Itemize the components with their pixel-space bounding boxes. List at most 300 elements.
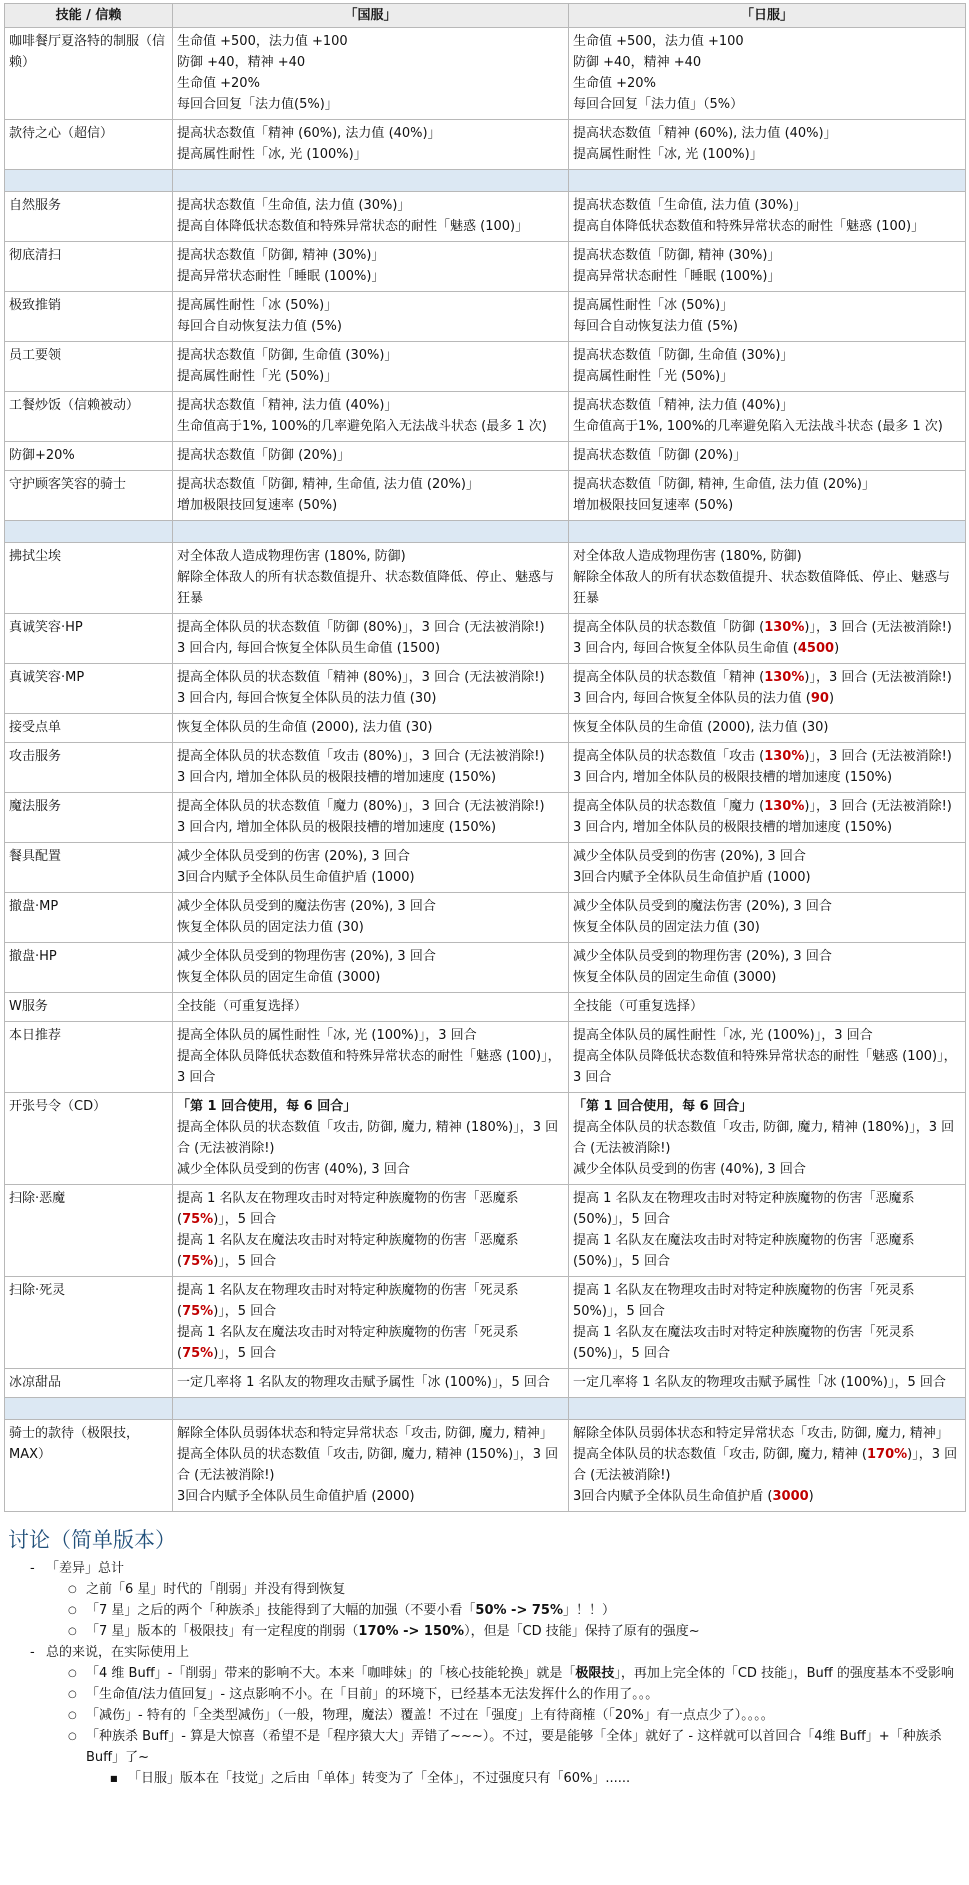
effect-line: [177, 688, 564, 709]
table-row: [5, 943, 966, 993]
text-run: 减少全体队员受到的物理伤害 (20%), 3 回合: [573, 949, 832, 964]
effect-line: [573, 31, 961, 52]
text-run: 生命值 +20%: [573, 76, 656, 91]
section-separator-row: [5, 521, 966, 543]
text-run: )」，3 回合 (无法被消除!): [804, 749, 952, 764]
text-run: 提高全体队员降低状态数值和特殊异常状态的耐性「魅惑 (100)」，3 回合: [573, 1049, 957, 1085]
skill-name-cell: 拂拭尘埃: [5, 543, 173, 614]
text-run: 提高 1 名队友在魔法攻击时对特定种族魔物的伤害「死灵系 (: [177, 1325, 519, 1361]
table-body: [5, 28, 966, 1512]
list-item: [64, 1663, 965, 1684]
list-item-text: [86, 1603, 615, 1618]
separator-cell: [173, 170, 569, 192]
list-item: [64, 1600, 965, 1621]
table-row: [5, 543, 966, 614]
table-header-row: [5, 4, 966, 28]
text-run: 恢复全体队员的生命值 (2000), 法力值 (30): [573, 720, 829, 735]
text-run: 恢复全体队员的固定法力值 (30): [573, 920, 760, 935]
text-run: 一定几率将 1 名队友的物理攻击赋予属性「冰 (100%)」，5 回合: [177, 1375, 550, 1390]
text-run: 提高属性耐性「冰 (50%)」: [177, 298, 338, 313]
list-item-text: [86, 1582, 345, 1597]
effect-line: [573, 746, 961, 767]
table-row: [5, 242, 966, 292]
effect-line: [177, 1280, 564, 1322]
list-item: [106, 1768, 965, 1789]
list-item-text: [86, 1687, 658, 1702]
text-run: 提高 1 名队友在物理攻击时对特定种族魔物的伤害「恶魔系 (: [177, 1191, 519, 1227]
column-header-jp-server: 「日服」: [569, 4, 966, 28]
highlighted-value: 130%: [764, 749, 805, 764]
text-run: 解除全体敌人的所有状态数值提升、状态数值降低、停止、魅惑与狂暴: [573, 570, 951, 606]
text-run: 每回合自动恢复法力值 (5%): [573, 319, 738, 334]
effect-line: [177, 767, 564, 788]
skill-name-cell: 彻底清扫: [5, 242, 173, 292]
cn-effect-cell: [173, 893, 569, 943]
cn-effect-cell: [173, 1420, 569, 1512]
text-run: 提高全体队员降低状态数值和特殊异常状态的耐性「魅惑 (100)」，3 回合: [177, 1049, 561, 1085]
bullet-list-level-3: [86, 1768, 965, 1789]
table-row: [5, 714, 966, 743]
bold-text: 「第 1 回合使用，每 6 回合」: [573, 1099, 753, 1114]
list-item-text: [86, 1708, 774, 1723]
table-row: [5, 1420, 966, 1512]
cn-effect-cell: [173, 1093, 569, 1185]
text-run: 3回合内赋予全体队员生命值护盾 (1000): [573, 870, 811, 885]
text-run: 提高状态数值「防御, 生命值 (30%)」: [573, 348, 794, 363]
effect-line: [573, 867, 961, 888]
text-run: 生命值 +500，法力值 +100: [573, 34, 744, 49]
table-row: [5, 342, 966, 392]
separator-cell: [569, 170, 966, 192]
text-run: 总的来说，在实际使用上: [46, 1645, 190, 1660]
cn-effect-cell: [173, 28, 569, 120]
skill-name-cell: 撤盘·HP: [5, 943, 173, 993]
effect-line: [177, 1372, 564, 1393]
effect-line: [573, 667, 961, 688]
skill-name-cell: 餐具配置: [5, 843, 173, 893]
skill-name-cell: 真诚笑容·MP: [5, 664, 173, 714]
text-run: )」，5 回合: [213, 1254, 277, 1269]
cn-effect-cell: [173, 843, 569, 893]
text-run: 「7 星」版本的「极限技」有一定程度的削弱（: [86, 1624, 359, 1639]
skill-name-cell: 极致推销: [5, 292, 173, 342]
text-run: 提高 1 名队友在物理攻击时对特定种族魔物的伤害「死灵系 (: [177, 1283, 519, 1319]
discussion-title: 讨论（简单版本）: [8, 1528, 176, 1552]
effect-line: [177, 1322, 564, 1364]
text-run: 提高异常状态耐性「睡眠 (100%)」: [573, 269, 781, 284]
text-run: 恢复全体队员的固定法力值 (30): [177, 920, 364, 935]
text-run: 提高状态数值「生命值, 法力值 (30%)」: [177, 198, 411, 213]
bullet-list-level-2: [46, 1579, 965, 1642]
effect-line: [573, 266, 961, 287]
text-run: 恢复全体队员的生命值 (2000), 法力值 (30): [177, 720, 433, 735]
effect-line: [177, 796, 564, 817]
effect-line: [573, 195, 961, 216]
table-row: [5, 614, 966, 664]
text-run: 提高 1 名队友在物理攻击时对特定种族魔物的伤害「恶魔系 (50%)」，5 回合: [573, 1191, 915, 1227]
effect-line: [573, 1280, 961, 1322]
text-run: 减少全体队员受到的伤害 (20%), 3 回合: [573, 849, 806, 864]
separator-cell: [173, 1398, 569, 1420]
highlighted-value: 90: [810, 691, 829, 706]
effect-line: [177, 73, 564, 94]
effect-line: [177, 416, 564, 437]
text-run: 提高全体队员的状态数值「防御 (80%)」，3 回合 (无法被消除!): [177, 620, 545, 635]
separator-cell: [569, 1398, 966, 1420]
effect-line: [177, 817, 564, 838]
skill-name-cell: 开张号令（CD）: [5, 1093, 173, 1185]
text-run: 生命值高于1%, 100%的几率避免陷入无法战斗状态 (最多 1 次): [573, 419, 943, 434]
text-run: 提高全体队员的状态数值「精神 (: [573, 670, 765, 685]
bold-text: 「第 1 回合使用，每 6 回合」: [177, 1099, 357, 1114]
cn-effect-cell: [173, 1022, 569, 1093]
jp-effect-cell: [569, 943, 966, 993]
text-run: 生命值 +500，法力值 +100: [177, 34, 348, 49]
table-row: [5, 1277, 966, 1369]
skill-name-cell: 冰凉甜品: [5, 1369, 173, 1398]
jp-effect-cell: [569, 292, 966, 342]
bullet-list-level-1: [10, 1558, 965, 1789]
jp-effect-cell: [569, 843, 966, 893]
list-item-text: [46, 1561, 124, 1576]
jp-effect-cell: [569, 714, 966, 743]
list-item: [64, 1726, 965, 1789]
table-row: [5, 120, 966, 170]
effect-line: [573, 94, 961, 115]
text-run: 提高属性耐性「光 (50%)」: [573, 369, 734, 384]
text-run: 「生命值/法力值回复」- 这点影响不小。在「目前」的环境下，已经基本无法发挥什么的作用了。。。: [86, 1687, 659, 1702]
table-row: [5, 743, 966, 793]
table-row: [5, 442, 966, 471]
text-run: 3 回合内, 增加全体队员的极限技槽的增加速度 (150%): [573, 820, 893, 835]
jp-effect-cell: [569, 342, 966, 392]
text-run: 提高全体队员的状态数值「精神 (80%)」，3 回合 (无法被消除!): [177, 670, 545, 685]
list-item-text: [128, 1771, 630, 1786]
text-run: ): [834, 641, 840, 656]
effect-line: [573, 717, 961, 738]
cn-effect-cell: [173, 242, 569, 292]
highlighted-value: 75%: [182, 1212, 214, 1227]
text-run: )」，5 回合: [213, 1304, 277, 1319]
text-run: 减少全体队员受到的伤害 (40%), 3 回合: [573, 1162, 806, 1177]
text-run: 提高全体队员的状态数值「攻击, 防御, 魔力, 精神 (180%)」，3 回合 (无法被消除!): [573, 1120, 955, 1156]
jp-effect-cell: [569, 1420, 966, 1512]
effect-line: [177, 1046, 564, 1088]
text-run: 每回合回复「法力值(5%)」: [177, 97, 338, 112]
skill-name-cell: 扫除·恶魔: [5, 1185, 173, 1277]
text-run: 提高全体队员的状态数值「攻击, 防御, 魔力, 精神 (180%)」，3 回合 (无法被消除!): [177, 1120, 559, 1156]
table-row: [5, 192, 966, 242]
effect-line: [573, 796, 961, 817]
effect-line: [177, 1025, 564, 1046]
text-run: 提高 1 名队友在物理攻击时对特定种族魔物的伤害「死灵系 50%)」，5 回合: [573, 1283, 915, 1319]
effect-line: [573, 967, 961, 988]
effect-line: [177, 667, 564, 688]
text-run: 每回合回复「法力值」（5%）: [573, 97, 744, 112]
table-row: [5, 664, 966, 714]
text-run: 提高 1 名队友在魔法攻击时对特定种族魔物的伤害「恶魔系 (: [177, 1233, 519, 1269]
text-run: 减少全体队员受到的魔法伤害 (20%), 3 回合: [177, 899, 436, 914]
text-run: )」，3 回合 (无法被消除!): [573, 1447, 958, 1483]
cn-effect-cell: [173, 993, 569, 1022]
effect-line: [573, 767, 961, 788]
text-run: 」，再加上完全体的「CD 技能」，Buff 的强度基本不受影响: [614, 1666, 954, 1681]
jp-effect-cell: [569, 664, 966, 714]
effect-line: [573, 1117, 961, 1159]
bullet-list-level-2: [46, 1663, 965, 1789]
text-run: 提高属性耐性「冰, 光 (100%)」: [573, 147, 763, 162]
text-run: 提高状态数值「精神, 法力值 (40%)」: [573, 398, 794, 413]
text-run: 增加极限技回复速率 (50%): [177, 498, 338, 513]
jp-effect-cell: [569, 442, 966, 471]
list-item-text: [86, 1729, 942, 1765]
separator-cell: [5, 170, 173, 192]
cn-effect-cell: [173, 743, 569, 793]
text-run: 提高全体队员的状态数值「魔力 (80%)」，3 回合 (无法被消除!): [177, 799, 545, 814]
effect-line: [177, 746, 564, 767]
text-run: 3 回合内, 增加全体队员的极限技槽的增加速度 (150%): [177, 820, 497, 835]
effect-line: [177, 1444, 564, 1486]
text-run: 提高属性耐性「光 (50%)」: [177, 369, 338, 384]
effect-line: [177, 366, 564, 387]
discussion-body: [4, 1558, 965, 1789]
effect-line: [573, 1025, 961, 1046]
text-run: 提高全体队员的状态数值「攻击, 防御, 魔力, 精神 (: [573, 1447, 867, 1462]
skill-name-cell: 员工要领: [5, 342, 173, 392]
effect-line: [573, 1096, 961, 1117]
cn-effect-cell: [173, 614, 569, 664]
effect-line: [573, 123, 961, 144]
effect-line: [573, 1188, 961, 1230]
text-run: 3 回合内, 增加全体队员的极限技槽的增加速度 (150%): [177, 770, 497, 785]
effect-line: [573, 474, 961, 495]
cn-effect-cell: [173, 1277, 569, 1369]
jp-effect-cell: [569, 192, 966, 242]
effect-line: [573, 1230, 961, 1272]
section-separator-row: [5, 170, 966, 192]
effect-line: [177, 295, 564, 316]
highlighted-value: 130%: [764, 799, 805, 814]
text-run: 提高属性耐性「冰, 光 (100%)」: [177, 147, 367, 162]
text-run: 减少全体队员受到的伤害 (40%), 3 回合: [177, 1162, 410, 1177]
effect-line: [177, 445, 564, 466]
effect-line: [573, 567, 961, 609]
text-run: 提高全体队员的状态数值「攻击 (: [573, 749, 765, 764]
text-run: 提高全体队员的属性耐性「冰, 光 (100%)」，3 回合: [177, 1028, 477, 1043]
text-run: 生命值高于1%, 100%的几率避免陷入无法战斗状态 (最多 1 次): [177, 419, 547, 434]
jp-effect-cell: [569, 614, 966, 664]
jp-effect-cell: [569, 1093, 966, 1185]
effect-line: [177, 996, 564, 1017]
effect-line: [573, 316, 961, 337]
effect-line: [573, 1444, 961, 1486]
text-run: 提高属性耐性「冰 (50%)」: [573, 298, 734, 313]
text-run: 「减伤」- 特有的「全类型减伤」（一般，物理，魔法）覆盖！不过在「强度」上有待商榷（「20%」有一点点少了）。。。。: [86, 1708, 774, 1723]
effect-line: [573, 73, 961, 94]
cn-effect-cell: [173, 1369, 569, 1398]
text-run: 提高状态数值「防御, 精神 (30%)」: [573, 248, 781, 263]
text-run: 提高状态数值「防御, 生命值 (30%)」: [177, 348, 398, 363]
effect-line: [177, 567, 564, 609]
bold-text: 极限技: [575, 1666, 615, 1681]
text-run: 「种族杀 Buff」- 算是大惊喜（希望不是「程序猿大大」弄错了~~~）。不过，要是能够「全体」就好了 - 这样就可以首回合「4维 Buff」+「种族杀 Buff」了~: [86, 1729, 942, 1765]
effect-line: [573, 1423, 961, 1444]
skill-name-cell: 魔法服务: [5, 793, 173, 843]
cn-effect-cell: [173, 714, 569, 743]
text-run: 提高状态数值「精神 (60%), 法力值 (40%)」: [177, 126, 441, 141]
bold-text: 50% -> 75%: [475, 1603, 563, 1618]
text-run: )」，3 回合 (无法被消除!): [804, 799, 952, 814]
text-run: 防御 +40，精神 +40: [573, 55, 702, 70]
text-run: 提高状态数值「防御 (20%)」: [573, 448, 747, 463]
effect-line: [177, 1486, 564, 1507]
text-run: 提高全体队员的状态数值「攻击 (80%)」，3 回合 (无法被消除!): [177, 749, 545, 764]
skill-name-cell: 本日推荐: [5, 1022, 173, 1093]
jp-effect-cell: [569, 1022, 966, 1093]
table-row: [5, 392, 966, 442]
effect-line: [177, 123, 564, 144]
cn-effect-cell: [173, 392, 569, 442]
skill-name-cell: 守护顾客笑容的骑士: [5, 471, 173, 521]
jp-effect-cell: [569, 1277, 966, 1369]
skill-name-cell: 真诚笑容·HP: [5, 614, 173, 664]
effect-line: [573, 495, 961, 516]
separator-cell: [5, 521, 173, 543]
jp-effect-cell: [569, 743, 966, 793]
effect-line: [177, 917, 564, 938]
text-run: 3 回合内, 每回合恢复全体队员的法力值 (30): [177, 691, 437, 706]
text-run: )」，5 回合: [213, 1212, 277, 1227]
text-run: 3 回合内, 每回合恢复全体队员生命值 (1500): [177, 641, 441, 656]
column-header-skill: 技能 / 信赖: [5, 4, 173, 28]
skill-name-cell: 咖啡餐厅夏洛特的制服（信赖）: [5, 28, 173, 120]
text-run: 3 回合内, 增加全体队员的极限技槽的增加速度 (150%): [573, 770, 893, 785]
text-run: 提高 1 名队友在魔法攻击时对特定种族魔物的伤害「死灵系 (50%)」，5 回合: [573, 1325, 915, 1361]
text-run: 「差异」总计: [46, 1561, 125, 1576]
text-run: 提高状态数值「精神, 法力值 (40%)」: [177, 398, 398, 413]
bold-text: 170% -> 150%: [358, 1624, 465, 1639]
cn-effect-cell: [173, 943, 569, 993]
list-item: [24, 1642, 965, 1789]
effect-line: [573, 445, 961, 466]
effect-line: [573, 416, 961, 437]
cn-effect-cell: [173, 793, 569, 843]
effect-line: [177, 1117, 564, 1159]
text-run: 3回合内赋予全体队员生命值护盾 (1000): [177, 870, 415, 885]
text-run: 减少全体队员受到的物理伤害 (20%), 3 回合: [177, 949, 436, 964]
text-run: 恢复全体队员的固定生命值 (3000): [573, 970, 777, 985]
effect-line: [177, 94, 564, 115]
text-run: 3回合内赋予全体队员生命值护盾 (: [573, 1489, 773, 1504]
jp-effect-cell: [569, 471, 966, 521]
section-separator-row: [5, 1398, 966, 1420]
cn-effect-cell: [173, 543, 569, 614]
effect-line: [573, 245, 961, 266]
table-row: [5, 893, 966, 943]
highlighted-value: 75%: [182, 1304, 214, 1319]
text-run: 提高自体降低状态数值和特殊异常状态的耐性「魅惑 (100)」: [177, 219, 529, 234]
highlighted-value: 4500: [797, 641, 835, 656]
text-run: 解除全体队员弱体状态和特定异常状态「攻击, 防御, 魔力, 精神」: [177, 1426, 553, 1441]
jp-effect-cell: [569, 1185, 966, 1277]
effect-line: [177, 546, 564, 567]
table-row: [5, 1369, 966, 1398]
text-run: 提高自体降低状态数值和特殊异常状态的耐性「魅惑 (100)」: [573, 219, 925, 234]
effect-line: [573, 617, 961, 638]
jp-effect-cell: [569, 1369, 966, 1398]
cn-effect-cell: [173, 1185, 569, 1277]
text-run: 减少全体队员受到的伤害 (20%), 3 回合: [177, 849, 410, 864]
effect-line: [573, 846, 961, 867]
skill-name-cell: 撤盘·MP: [5, 893, 173, 943]
effect-line: [573, 345, 961, 366]
text-run: 对全体敌人造成物理伤害 (180%, 防御): [177, 549, 406, 564]
text-run: 」！！）: [562, 1603, 615, 1618]
skill-name-cell: 扫除·死灵: [5, 1277, 173, 1369]
text-run: 「4 维 Buff」-「削弱」带来的影响不大。本来「咖啡妹」的「核心技能轮换」就是「: [86, 1666, 576, 1681]
effect-line: [573, 946, 961, 967]
cn-effect-cell: [173, 442, 569, 471]
table-row: [5, 1185, 966, 1277]
table-row: [5, 471, 966, 521]
cn-effect-cell: [173, 342, 569, 392]
text-run: 全技能（可重复选择）: [573, 999, 704, 1014]
skill-name-cell: 防御+20%: [5, 442, 173, 471]
effect-line: [177, 967, 564, 988]
effect-line: [177, 345, 564, 366]
text-run: 「日服」版本在「技觉」之后由「单体」转变为了「全体」，不过强度只有「60%」......: [128, 1771, 631, 1786]
text-run: 3 回合内, 每回合恢复全体队员生命值 (: [573, 641, 798, 656]
highlighted-value: 75%: [182, 1254, 214, 1269]
effect-line: [573, 688, 961, 709]
list-item: [24, 1558, 965, 1642]
effect-line: [573, 1372, 961, 1393]
text-run: 全技能（可重复选择）: [177, 999, 308, 1014]
effect-line: [177, 245, 564, 266]
effect-line: [573, 546, 961, 567]
effect-line: [177, 144, 564, 165]
effect-line: [573, 52, 961, 73]
text-run: 「7 星」之后的两个「种族杀」技能得到了大幅的加强（不要小看「: [86, 1603, 476, 1618]
effect-line: [573, 216, 961, 237]
list-item-text: [86, 1624, 700, 1639]
table-row: [5, 793, 966, 843]
jp-effect-cell: [569, 120, 966, 170]
effect-line: [177, 495, 564, 516]
effect-line: [177, 1188, 564, 1230]
effect-line: [177, 266, 564, 287]
effect-line: [573, 1486, 961, 1507]
jp-effect-cell: [569, 392, 966, 442]
highlighted-value: 170%: [867, 1447, 908, 1462]
effect-line: [177, 316, 564, 337]
effect-line: [573, 366, 961, 387]
list-item: [64, 1621, 965, 1642]
effect-line: [573, 1046, 961, 1088]
effect-line: [573, 817, 961, 838]
text-run: ): [808, 1489, 814, 1504]
effect-line: [573, 917, 961, 938]
jp-effect-cell: [569, 893, 966, 943]
text-run: 提高状态数值「防御 (20%)」: [177, 448, 351, 463]
separator-cell: [173, 521, 569, 543]
list-item: [64, 1579, 965, 1600]
text-run: 提高全体队员的状态数值「魔力 (: [573, 799, 765, 814]
cn-effect-cell: [173, 292, 569, 342]
table-row: [5, 993, 966, 1022]
highlighted-value: 3000: [772, 1489, 809, 1504]
text-run: 提高全体队员的属性耐性「冰, 光 (100%)」，3 回合: [573, 1028, 873, 1043]
